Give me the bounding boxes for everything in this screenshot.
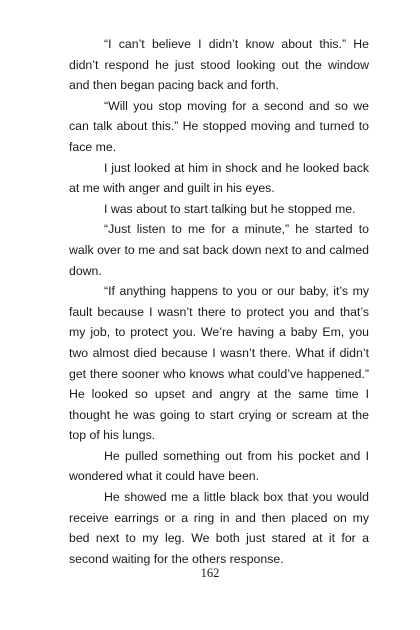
paragraph: “If anything happens to you or our baby, it’s my fault because I wasn’t there to protect you and that’s my job, to protect you. We’re having a baby Em, you two almost died because I wasn’t there. What if didn’t get there sooner who knows what could’ve happened.” He looked so upset and angry at the same time I thought he was going to start crying or scream at the top of his lungs. — [69, 284, 369, 443]
paragraph: “I can’t believe I didn’t know about this.” He didn’t respond he just stood looking out the window and then began pacing back and forth. — [69, 37, 369, 93]
paragraph: He showed me a little black box that you would receive earrings or a ring in and then placed on my bed next to my leg. We both just stared at it for a second waiting for the others response. — [69, 490, 369, 566]
page-number: 162 — [200, 566, 220, 580]
body-text — [69, 34, 369, 569]
paragraph: He pulled something out from his pocket and I wondered what it could have been. — [69, 448, 369, 484]
paragraph: “Will you stop moving for a second and so we can talk about this.” He stopped moving and turned to face me. — [69, 98, 369, 154]
paragraph: I was about to start talking but he stopped me. — [104, 201, 356, 216]
paragraph: “Just listen to me for a minute,” he started to walk over to me and sat back down next to and calmed down. — [69, 222, 369, 278]
paragraph: I just looked at him in shock and he looked back at me with anger and guilt in his eyes. — [69, 160, 369, 196]
